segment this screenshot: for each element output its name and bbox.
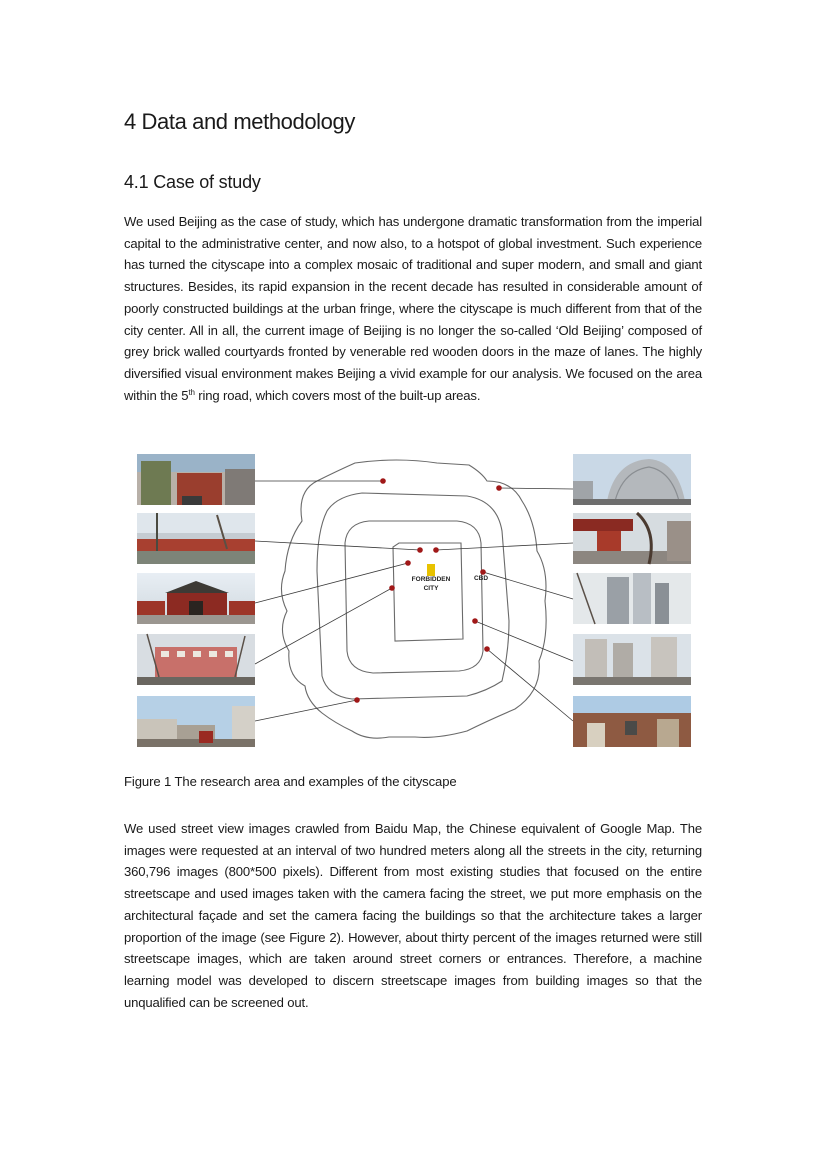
red-pavilion-photo	[573, 513, 691, 564]
fifth-ring-road	[281, 460, 546, 738]
cbd-label: CBD	[473, 575, 489, 582]
highrise-towers-photo	[573, 573, 691, 624]
fringe-shacks-photo	[573, 696, 691, 747]
location-marker	[405, 560, 411, 566]
forbidden-city-label-2: CITY	[423, 585, 439, 592]
modern-curved-building-photo	[573, 454, 691, 505]
superscript-th: th	[188, 387, 195, 397]
paragraph-data-collection: We used street view images crawled from Baidu Map, the Chinese equivalent of Google Map. The images were requested at an interval of two hundred meters along all the streets in the city, returning 360,796 images (800*500 pixels). Different from most existing studies that focused on the entire streetscape and used images taken with the camera facing the street, we put more emphasis on the architectural façade and set the camera facing the buildings so that the architecture takes a larger proportion of the image (see Figure 2). However, about thirty percent of the images returned were still streetscape images, which are taken around street corners or entrances. Therefore, a machine learning model was developed to discern streetscape images from building images so that the unqualified can be screened out.	[124, 821, 702, 1010]
red-brick-building-photo	[137, 634, 255, 685]
paragraph-text-end: ring road, which covers most of the built-up areas.	[194, 387, 481, 403]
forbidden-city-marker	[427, 564, 435, 576]
location-marker	[380, 478, 386, 484]
location-marker	[354, 697, 360, 703]
ring-roads	[281, 460, 546, 738]
location-marker	[417, 547, 423, 553]
riverside-lane-photo	[137, 513, 255, 564]
old-courtyard-street-photo	[137, 454, 255, 505]
location-marker	[389, 585, 395, 591]
paragraph-text: We used Beijing as the case of study, which has undergone dramatic transformation from the imperial capital to the administrative center, and now also, to a hotspot of global investment. Such experience has turned the cityscape into a complex mosaic of traditional and super modern, and small and giant structures. Besides, its rapid expansion in the recent decade has resulted in considerable amount of poorly constructed buildings at the urban fringe, where the cityscape is much different from that of the city center. All in all, the current image of Beijing is no longer the so-called ‘Old Beijing’ composed of grey brick walled courtyards fronted by venerable red wooden doors in the maze of lanes. The highly diversified visual environment makes Beijing a vivid example for our analysis. We focused on the area within the 5	[124, 214, 702, 403]
research-area-figure	[137, 451, 693, 751]
location-marker	[433, 547, 439, 553]
location-marker	[496, 485, 502, 491]
paragraph-case-of-study	[124, 211, 702, 406]
location-marker	[484, 646, 490, 652]
temple-gate-photo	[137, 573, 255, 624]
fringe-street-photo	[137, 696, 255, 747]
forbidden-city-label-1: FORBIDDEN	[411, 576, 451, 583]
location-marker	[472, 618, 478, 624]
residential-towers-photo	[573, 634, 691, 685]
location-marker	[480, 569, 486, 575]
subsection-heading: 4.1 Case of study	[124, 172, 261, 192]
second-ring-road	[393, 543, 463, 641]
section-heading: 4 Data and methodology	[124, 109, 355, 134]
figure-caption: Figure 1 The research area and examples of the cityscape	[124, 774, 457, 789]
